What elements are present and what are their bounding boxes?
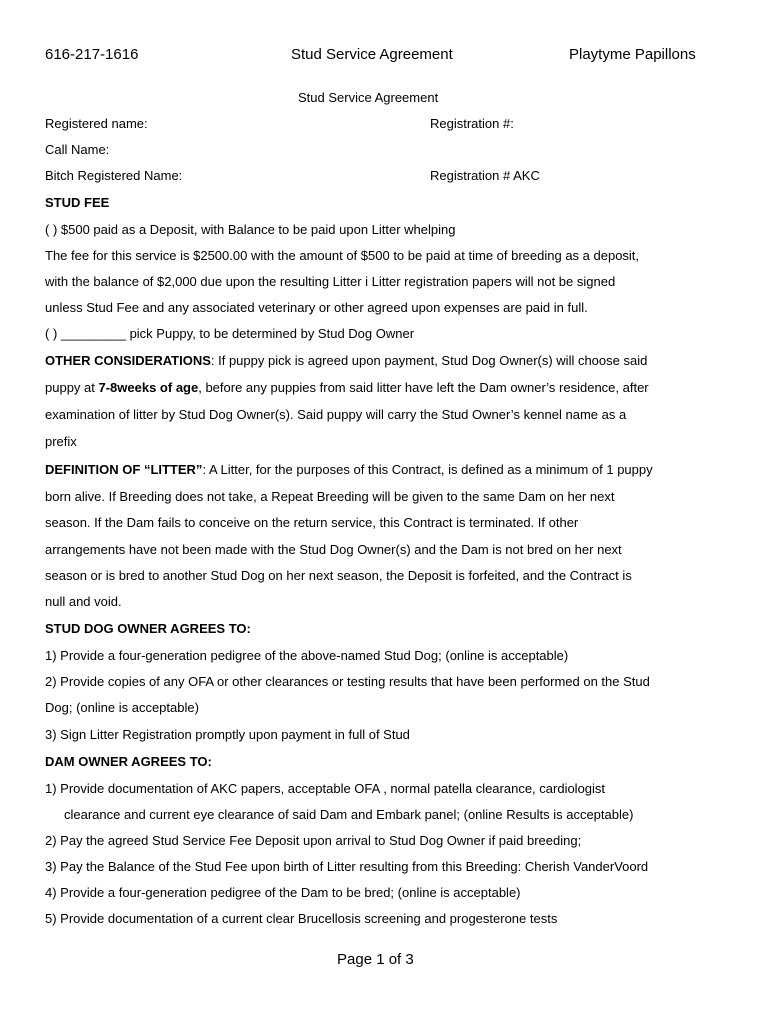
other-considerations-line (45, 353, 647, 369)
registered-name-label: Registered name: (45, 116, 148, 131)
header-title: Stud Service Agreement (291, 46, 453, 63)
dam-owner-item: 3) Pay the Balance of the Stud Fee upon birth of Litter resulting from this Breeding: Cherish VanderVoord (45, 859, 649, 874)
header-kennel: Playtyme Papillons (569, 46, 696, 63)
stud-fee-heading: STUD FEE (45, 195, 110, 210)
other-considerations-line: prefix (45, 434, 77, 449)
stud-fee-paragraph-line: unless Stud Fee and any associated veterinary or other agreed upon expenses are paid in full. (45, 300, 588, 315)
header-phone: 616-217-1616 (45, 46, 139, 63)
definition-line: born alive. If Breeding does not take, a Repeat Breeding will be given to the same Dam on her next (45, 489, 615, 504)
bitch-registered-name-label: Bitch Registered Name: (45, 168, 183, 183)
stud-fee-paragraph-line: with the balance of $2,000 due upon the resulting Litter i Litter registration papers will not be signed (45, 274, 616, 289)
deposit-option: ( ) $500 paid as a Deposit, with Balance to be paid upon Litter whelping (45, 222, 456, 237)
stud-owner-item: Dog; (online is acceptable) (45, 700, 199, 715)
stud-fee-paragraph-line: The fee for this service is $2500.00 with the amount of $500 to be paid at time of breeding as a deposit, (45, 248, 640, 263)
dam-owner-item: 2) Pay the agreed Stud Service Fee Deposit upon arrival to Stud Dog Owner if paid breeding; (45, 833, 582, 848)
pick-puppy-option: ( ) _________ pick Puppy, to be determined by Stud Dog Owner (45, 326, 415, 341)
definition-line: season. If the Dam fails to conceive on the return service, this Contract is terminated. If other (45, 515, 579, 530)
dam-owner-heading: DAM OWNER AGREES TO: (45, 754, 212, 769)
stud-owner-item: 3) Sign Litter Registration promptly upon payment in full of Stud (45, 727, 410, 742)
definition-line: null and void. (45, 594, 122, 609)
definition-line: season or is bred to another Stud Dog on her next season, the Deposit is forfeited, and the Contract is (45, 568, 632, 583)
registration-number-label: Registration #: (430, 116, 514, 131)
page-number: Page 1 of 3 (337, 951, 414, 968)
pick-age-emphasis: 7-8weeks of age (98, 380, 199, 395)
other-considerations-text: : If puppy pick is agreed upon payment, Stud Dog Owner(s) will choose said (210, 353, 648, 368)
definition-line (45, 462, 653, 478)
call-name-label: Call Name: (45, 142, 110, 157)
dam-owner-item: 4) Provide a four-generation pedigree of the Dam to be bred; (online is acceptable) (45, 885, 521, 900)
other-considerations-text: , before any puppies from said litter have left the Dam owner’s residence, after (198, 380, 649, 395)
other-considerations-line: examination of litter by Stud Dog Owner(s). Said puppy will carry the Stud Owner’s kennel name as a (45, 407, 627, 422)
registration-akc-label: Registration # AKC (430, 168, 540, 183)
definition-line: arrangements have not been made with the Stud Dog Owner(s) and the Dam is not bred on her next (45, 542, 622, 557)
other-considerations-line (45, 380, 649, 396)
dam-owner-item: 5) Provide documentation of a current clear Brucellosis screening and progesterone tests (45, 911, 558, 926)
stud-owner-item: 2) Provide copies of any OFA or other clearances or testing results that have been performed on the Stud (45, 674, 650, 689)
stud-owner-item: 1) Provide a four-generation pedigree of the above-named Stud Dog; (online is acceptable) (45, 648, 569, 663)
other-considerations-text: puppy at (45, 380, 99, 395)
document-title: Stud Service Agreement (298, 90, 439, 105)
definition-text: : A Litter, for the purposes of this Contract, is defined as a minimum of 1 puppy (202, 462, 653, 477)
dam-owner-item: 1) Provide documentation of AKC papers, acceptable OFA , normal patella clearance, cardiologist (45, 781, 606, 796)
dam-owner-item: clearance and current eye clearance of said Dam and Embark panel; (online Results is acceptable) (64, 807, 634, 822)
definition-heading: DEFINITION OF “LITTER” (45, 462, 203, 477)
other-considerations-heading: OTHER CONSIDERATIONS (45, 353, 211, 368)
stud-owner-heading: STUD DOG OWNER AGREES TO: (45, 621, 251, 636)
